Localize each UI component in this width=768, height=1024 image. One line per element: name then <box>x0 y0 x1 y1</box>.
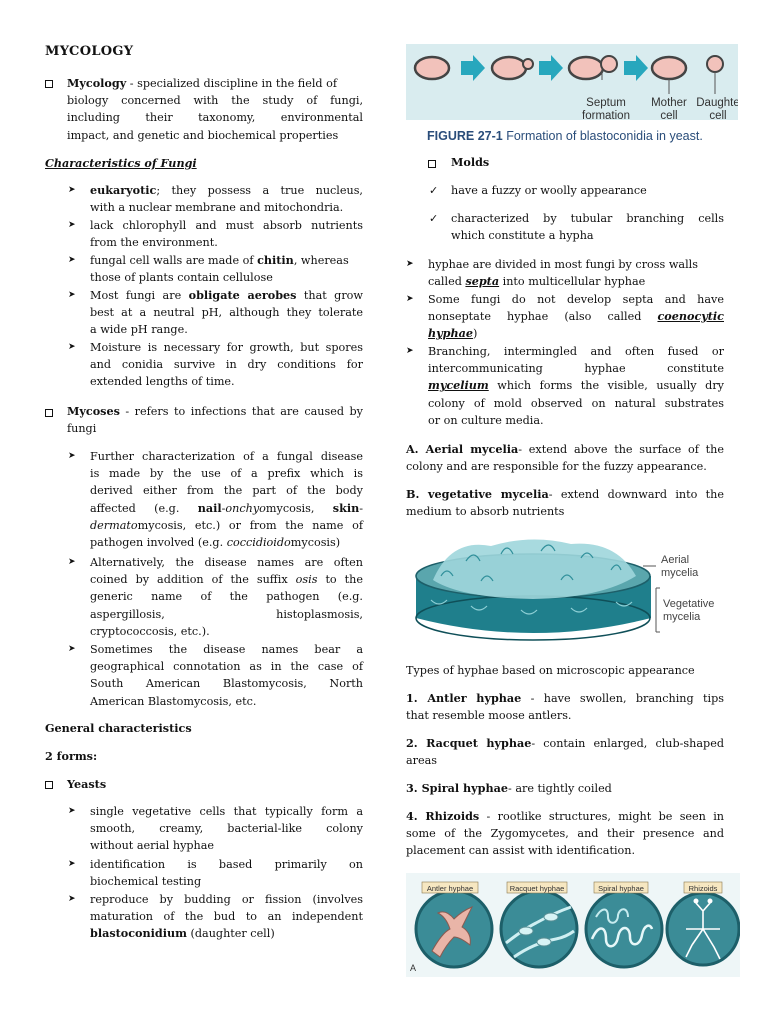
arrow-bullet-icon: ➤ <box>68 644 76 654</box>
type-spiral: 3. Spiral hyphae- are tightly coiled <box>406 781 612 795</box>
list-item: ✓ have a fuzzy or woolly appearance <box>429 184 647 197</box>
list-item: ➤ eukaryotic; they possess a true nucleus, with a nuclear membrane and mitochondria. <box>68 183 363 215</box>
list-item: ➤ Alternatively, the disease names are often coined by addition of the suffix osis to the generic name of the pathogen (e.g. aspergillosis, histoplasmosis, cryptococcosis, etc.). <box>68 556 363 638</box>
list-item: ➤ identification is based primarily on biochemical testing <box>68 858 363 889</box>
type-racquet: 2. Racquet hyphae- contain enlarged, club-shaped areas <box>406 736 724 768</box>
list-item: ➤ Some fungi do not develop septa and have nonseptate hyphae (also called coenocytic hyphae) <box>406 293 724 341</box>
list-item: ➤ fungal cell walls are made of chitin, whereas those of plants contain cellulose <box>68 253 349 285</box>
arrow-bullet-icon: ➤ <box>406 259 414 269</box>
fig-label: Vegetative <box>663 598 715 610</box>
arrow-bullet-icon: ➤ <box>406 346 414 356</box>
list-item: ➤ Branching, intermingled and often fused or intercommunicating hyphae constitute mycelium which forms the visible, usually dry colony of mold observed on natural substrates or on culture media. <box>406 345 724 427</box>
arrow-bullet-icon: ➤ <box>68 290 76 300</box>
list-item: ➤ hyphae are divided in most fungi by cross walls called septa into multicellular hyphae <box>406 258 698 289</box>
yeasts-list <box>45 803 363 943</box>
arrow-bullet-icon: ➤ <box>68 342 76 352</box>
fig-label: mycelia <box>661 567 699 579</box>
fig-label: Antler hyphae <box>426 884 474 893</box>
mycoses-list <box>45 448 363 713</box>
arrow-bullet-icon: ➤ <box>68 451 76 461</box>
figure-mycelia-dish <box>411 536 739 648</box>
list-item: ➤ reproduce by budding or fission (involves maturation of the bud to an independent blastoconidium (daughter cell) <box>68 893 363 941</box>
fig-label: cell <box>709 110 727 122</box>
yeast-cell <box>415 57 449 79</box>
sporangium-dot <box>708 899 713 904</box>
fig-label: Mother <box>651 97 687 109</box>
daughter-cell <box>707 56 723 72</box>
aerial-mycelia: A. Aerial mycelia- extend above the surface of the colony and are responsible for the fuzzy appearance. <box>406 442 724 474</box>
sporangium-dot <box>694 899 699 904</box>
checkmark-icon: ✓ <box>429 184 439 197</box>
vegetative-mycelia: B. vegetative mycelia- extend downward into the medium to absorb nutrients <box>406 487 724 519</box>
fig-label: formation <box>582 110 630 122</box>
arrow-bullet-icon: ➤ <box>68 255 76 265</box>
figure-hyphae-types <box>406 873 740 977</box>
list-item: ➤ Moisture is necessary for growth, but spores and conidia survive in dry conditions for extended lengths of time. <box>68 341 363 389</box>
fig-label: cell <box>660 110 678 122</box>
type-antler: 1. Antler hyphae - have swollen, branching tips that resemble moose antlers. <box>406 691 724 723</box>
molds-label: Molds <box>451 155 490 169</box>
arrow-bullet-icon: ➤ <box>68 557 76 567</box>
list-item: ➤ Most fungi are obligate aerobes that grow best at a neutral pH, although they tolerate a wide pH range. <box>68 288 363 337</box>
fig-label: Daughte <box>696 97 738 109</box>
characteristics-heading: Characteristics of Fungi <box>45 156 197 170</box>
fig-label: mycelia <box>663 611 701 623</box>
arrow-bullet-icon: ➤ <box>406 294 414 304</box>
mother-cell <box>652 57 686 79</box>
fig-label: Aerial <box>661 554 690 566</box>
racquet-hyphae-circle <box>501 891 577 967</box>
mycology-definition: Mycology - specialized discipline in the field of biology concerned with the study of fungi, including their taxonomy, environmental impact, and genetic and biochemical properties <box>67 76 363 142</box>
list-item: ✓ characterized by tubular branching cells which constitute a hypha <box>429 212 724 243</box>
list-item: ➤ Further characterization of a fungal disease is made by the use of a prefix which is derived either from the part of the body affected (e.g. nail-onchyomycosis, skin- dermatomycosis, etc.) or from the name of pathogen involved (e.g. coccidioidomycosis) <box>68 450 364 550</box>
racquet-bulge <box>544 913 558 921</box>
bullet-square <box>45 781 53 789</box>
arrow-bullet-icon: ➤ <box>68 806 76 816</box>
fig-label: Septum <box>586 97 626 109</box>
yeast-cell <box>569 57 603 79</box>
arrow-bullet-icon: ➤ <box>68 894 76 904</box>
types-heading: Types of hyphae based on microscopic appearance <box>406 664 695 677</box>
bullet-square <box>428 160 436 168</box>
characteristics-list <box>45 182 363 391</box>
fig-label: Racquet hyphae <box>509 884 565 893</box>
petri-dish-illustration <box>411 536 739 648</box>
arrow-bullet-icon: ➤ <box>68 220 76 230</box>
forms-heading: 2 forms: <box>45 749 98 763</box>
checkmark-icon: ✓ <box>429 212 439 225</box>
bullet-square <box>45 409 53 417</box>
bud-cell <box>523 59 533 69</box>
racquet-bulge <box>537 938 551 946</box>
fig-corner-label: A <box>410 963 417 973</box>
blastoconidia-illustration <box>406 44 738 148</box>
figure-band <box>406 44 738 120</box>
hyphae-types-illustration <box>406 873 740 977</box>
figure-blastoconidia <box>406 44 738 148</box>
yeasts-label: Yeasts <box>67 777 107 791</box>
list-item: ➤ single vegetative cells that typically form a smooth, creamy, bacterial-like colony without aerial hyphae <box>68 805 363 853</box>
fig-label: Rhizoids <box>688 884 718 893</box>
page-title: MYCOLOGY <box>45 44 134 59</box>
list-item: ➤ lack chlorophyll and must absorb nutrients from the environment. <box>68 219 363 250</box>
hyphae-list <box>406 256 724 433</box>
fig-label: Spiral hyphae <box>598 884 644 893</box>
list-item: ➤ Sometimes the disease names bear a geographical connotation as in the case of South American Blastomycosis, North American Blastomycosis, etc. <box>68 643 363 708</box>
bracket-ends <box>656 588 660 632</box>
bullet-square <box>45 80 53 88</box>
racquet-bulge <box>519 927 533 935</box>
general-characteristics-heading: General characteristics <box>45 721 192 735</box>
arrow-bullet-icon: ➤ <box>68 185 76 195</box>
figure-caption: FIGURE 27-1 Formation of blastoconidia in yeast. <box>427 129 703 143</box>
arrow-bullet-icon: ➤ <box>68 859 76 869</box>
mycoses-definition: Mycoses - refers to infections that are caused by fungi <box>67 404 363 436</box>
molds-list <box>406 182 724 255</box>
bud-cell <box>601 56 617 72</box>
yeast-cell <box>492 57 526 79</box>
type-rhizoids: 4. Rhizoids - rootlike structures, might be seen in some of the Zygomycetes, and their presence and placement can assist with identification. <box>406 809 724 858</box>
